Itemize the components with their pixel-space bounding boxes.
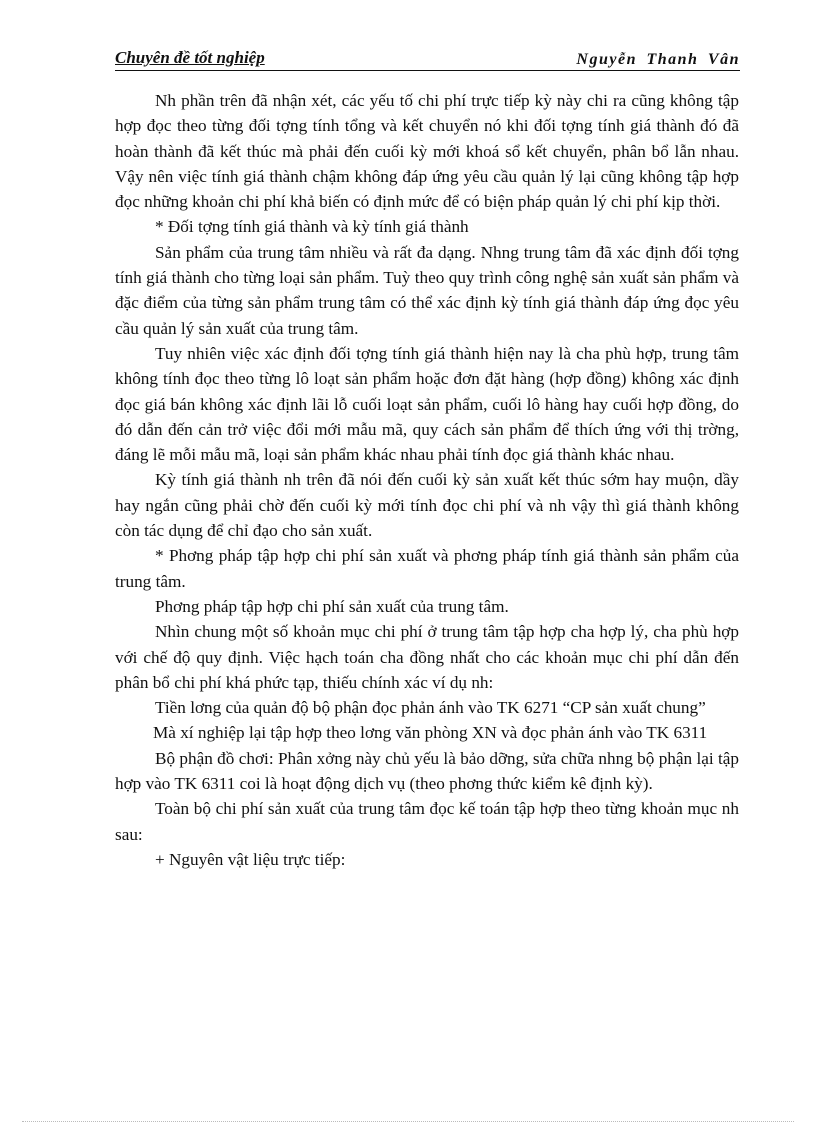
document-title: Chuyên đề tốt nghiệp	[115, 48, 265, 67]
paragraph: Phơng pháp tập hợp chi phí sản xuất của trung tâm.	[155, 596, 509, 616]
section-heading: * Đối tợng tính giá thành và kỳ tính giá thành	[155, 217, 469, 237]
paragraph: Tiền lơng của quản độ bộ phận đọc phản ánh vào TK 6271 “CP sản xuất chung”	[155, 698, 706, 718]
author-name: Nguyễn Thanh Vân	[576, 51, 740, 68]
paragraph: Toàn bộ chi phí sản xuất của trung tâm đọc kế toán tập hợp theo từng khoản mục nh sau:	[115, 799, 739, 844]
page-header	[115, 48, 740, 71]
list-item: + Nguyên vật liệu trực tiếp:	[155, 849, 346, 869]
paragraph: Nhìn chung một số khoản mục chi phí ở trung tâm tập hợp cha hợp lý, cha phù hợp với chế độ quy định. Việc hạch toán cha đồng nhất cho các khoản mục chi phí dẫn đến phân bổ chi phí khá phức tạp, thiếu chính xác ví dụ nh:	[115, 622, 739, 692]
body-text	[115, 88, 739, 872]
paragraph: Nh phần trên đã nhận xét, các yếu tố chi phí trực tiếp kỳ này chi ra cũng không tập hợp đọc theo từng đối tợng tính tổng và kết chuyển nó khi đối tợng tính giá thành đó đã hoàn thành đã kết thúc mà phải đến cuối kỳ mới khoá sổ kết chuyển, phân bổ lẫn nhau. Vậy nên việc tính giá thành chậm không đáp ứng yêu cầu quản lý lại cũng không tập hợp đọc những khoản chi phí khả biến có định mức để có biện pháp quản lý chi phí kịp thời.	[115, 91, 739, 212]
page-bottom-divider	[22, 1121, 794, 1122]
paragraph: Tuy nhiên việc xác định đối tợng tính giá thành hiện nay là cha phù hợp, trung tâm không tính đọc theo từng lô loạt sản phẩm hoặc đơn đặt hàng (hợp đồng) không xác định đọc giá bán không xác định lãi lỗ cuối loạt sản phẩm, cuối lô hàng hay cuối hợp đồng, do đó dẫn đến cản trở việc đổi mới mẫu mã, quy cách sản phẩm để thích ứng với thị trờng, đáng lẽ mỗi mẫu mã, loại sản phẩm khác nhau phải tính đọc giá thành khác nhau.	[115, 343, 739, 465]
section-heading: * Phơng pháp tập hợp chi phí sản xuất và phơng pháp tính giá thành sản phẩm của trung tâm.	[115, 546, 739, 591]
paragraph: Kỳ tính giá thành nh trên đã nói đến cuối kỳ sản xuất kết thúc sớm hay muộn, dầy hay ngắn cũng phải chờ đến cuối kỳ mới tính đọc chi phí và nh vậy thì giá thành không còn tác dụng để chỉ đạo cho sản xuất.	[115, 470, 739, 541]
paragraph: Bộ phận đồ chơi: Phân xởng này chủ yếu là bảo dỡng, sửa chữa nhng bộ phận lại tập hợp vào TK 6311 coi là hoạt động dịch vụ (theo phơng thức kiểm kê định kỳ).	[115, 748, 739, 794]
paragraph: Mà xí nghiệp lại tập hợp theo lơng văn phòng XN và đọc phản ánh vào TK 6311	[153, 723, 708, 743]
paragraph: Sản phẩm của trung tâm nhiều và rất đa dạng. Nhng trung tâm đã xác định đối tợng tính giá thành cho từng loại sản phẩm. Tuỳ theo quy trình công nghệ sản xuất sản phẩm và đặc điểm của từng sản phẩm trung tâm có thể xác định kỳ tính giá thành đáp ứng đọc yêu cầu quản lý sản xuất của trung tâm.	[115, 242, 739, 338]
